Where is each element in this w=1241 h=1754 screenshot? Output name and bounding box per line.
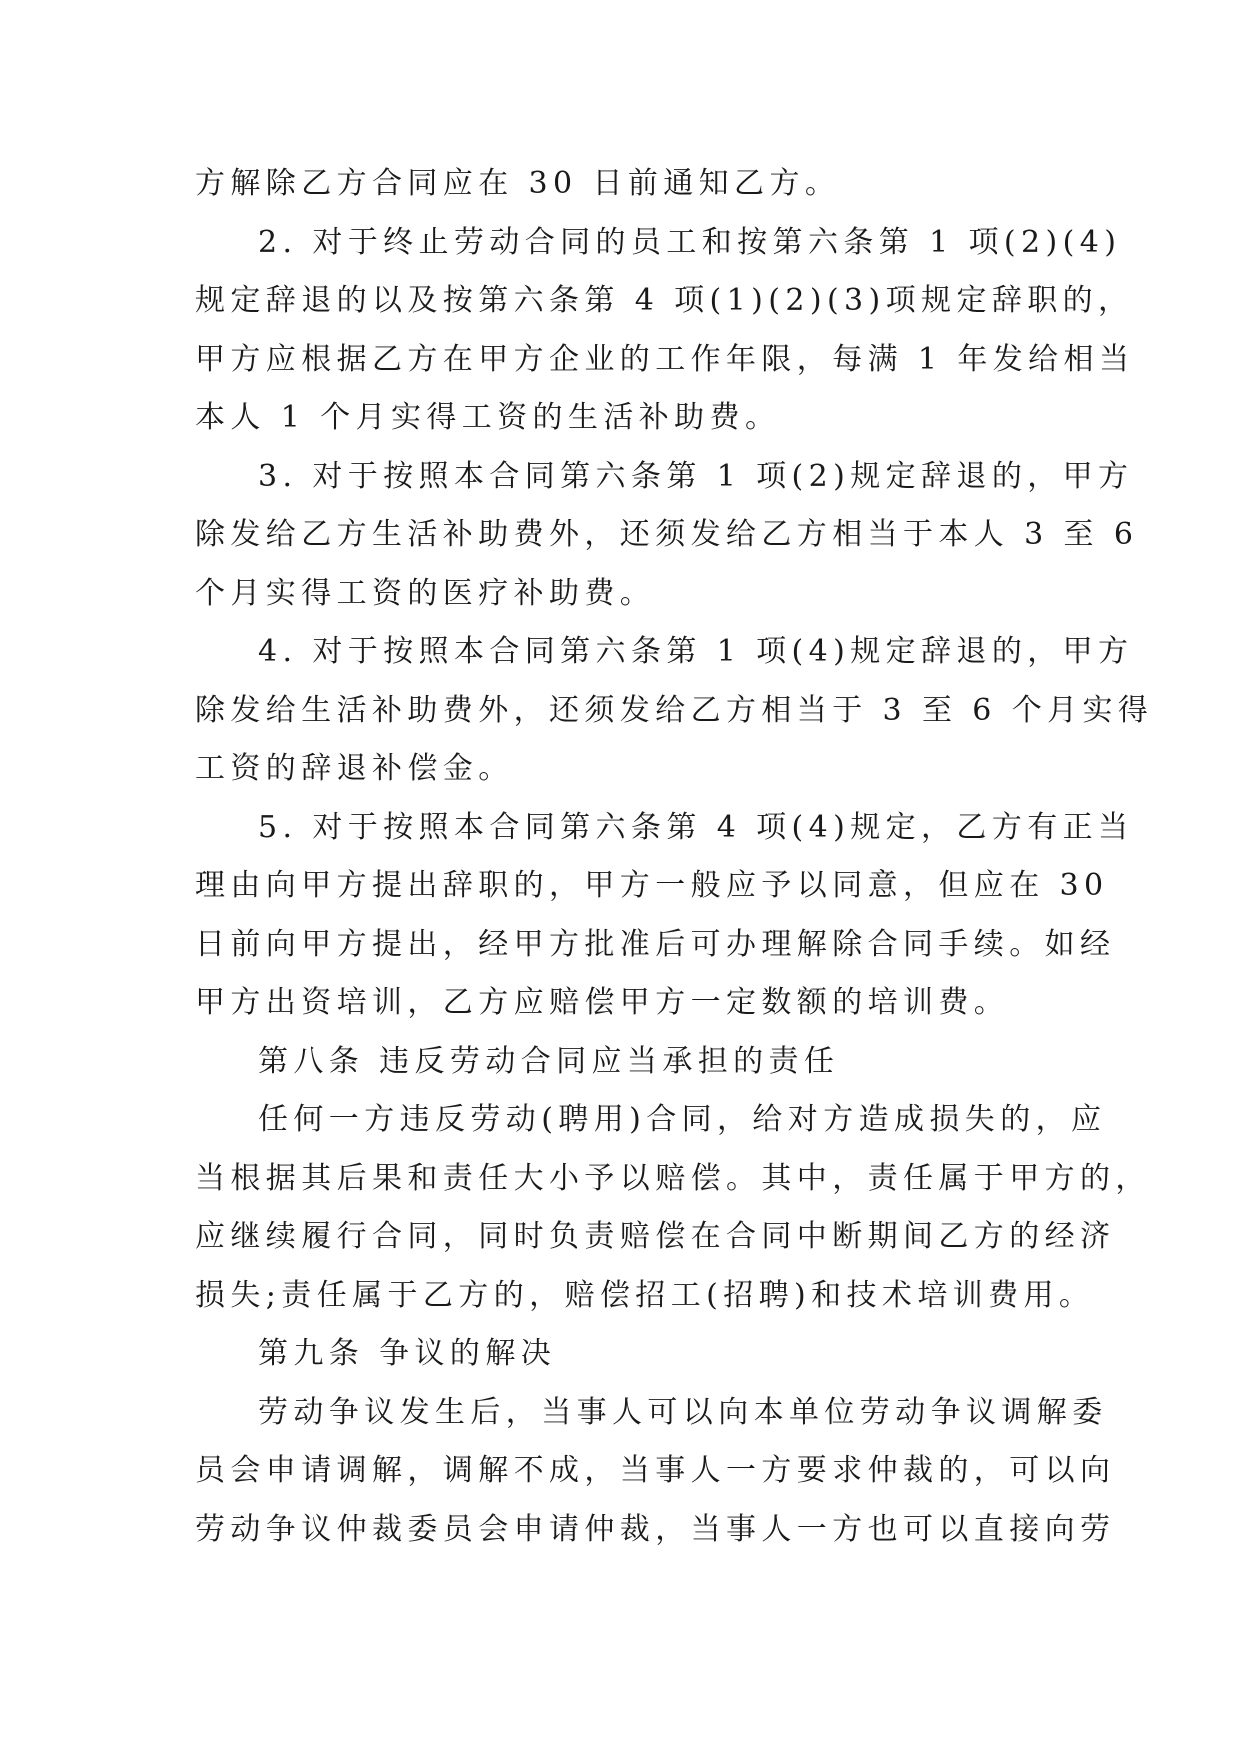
text-line: 除发给生活补助费外，还须发给乙方相当于 3 至 6 个月实得 [195,692,1154,728]
text-line: 规定辞退的以及按第六条第 4 项(1)(2)(3)项规定辞职的， [195,283,1134,318]
text-line: 应继续履行合同，同时负责赔偿在合同中断期间乙方的经济 [195,1219,1116,1254]
section-heading: 第八条 违反劳动合同应当承担的责任 [258,1043,840,1079]
text-line: 劳动争议仲裁委员会申请仲裁，当事人一方也可以直接向劳 [195,1511,1116,1547]
text-line: 除发给乙方生活补助费外，还须发给乙方相当于本人 3 至 6 [195,517,1139,552]
section-heading: 第九条 争议的解决 [258,1336,557,1371]
text-line: 4. 对于按照本合同第六条第 1 项(4)规定辞退的，甲方 [258,634,1134,669]
text-line: 任何一方违反劳动(聘用)合同，给对方造成损失的，应 [258,1102,1107,1137]
text-line: 甲方应根据乙方在甲方企业的工作年限，每满 1 年发给相当 [195,341,1135,377]
text-line: 个月实得工资的医疗补助费。 [195,575,656,611]
text-line: 方解除乙方合同应在 30 日前通知乙方。 [195,166,841,201]
text-line: 理由向甲方提出辞职的，甲方一般应予以同意，但应在 30 [195,868,1109,903]
text-line: 工资的辞退补偿金。 [195,751,514,786]
text-line: 3. 对于按照本合同第六条第 1 项(2)规定辞退的，甲方 [258,458,1134,494]
text-line: 员会申请调解，调解不成，当事人一方要求仲裁的，可以向 [195,1453,1116,1488]
text-line: 日前向甲方提出，经甲方批准后可办理解除合同手续。如经 [195,926,1116,962]
text-line: 当根据其后果和责任大小予以赔偿。其中，责任属于甲方的， [195,1160,1151,1196]
text-line: 损失;责任属于乙方的，赔偿招工(招聘)和技术培训费用。 [195,1277,1095,1313]
document-body [195,155,1154,1559]
text-line: 5. 对于按照本合同第六条第 4 项(4)规定，乙方有正当 [258,809,1134,845]
text-line: 2. 对于终止劳动合同的员工和按第六条第 1 项(2)(4) [258,224,1122,260]
text-line: 劳动争议发生后，当事人可以向本单位劳动争议调解委 [258,1394,1108,1430]
text-line: 甲方出资培训，乙方应赔偿甲方一定数额的培训费。 [195,985,1010,1020]
text-line: 本人 1 个月实得工资的生活补助费。 [195,400,781,435]
